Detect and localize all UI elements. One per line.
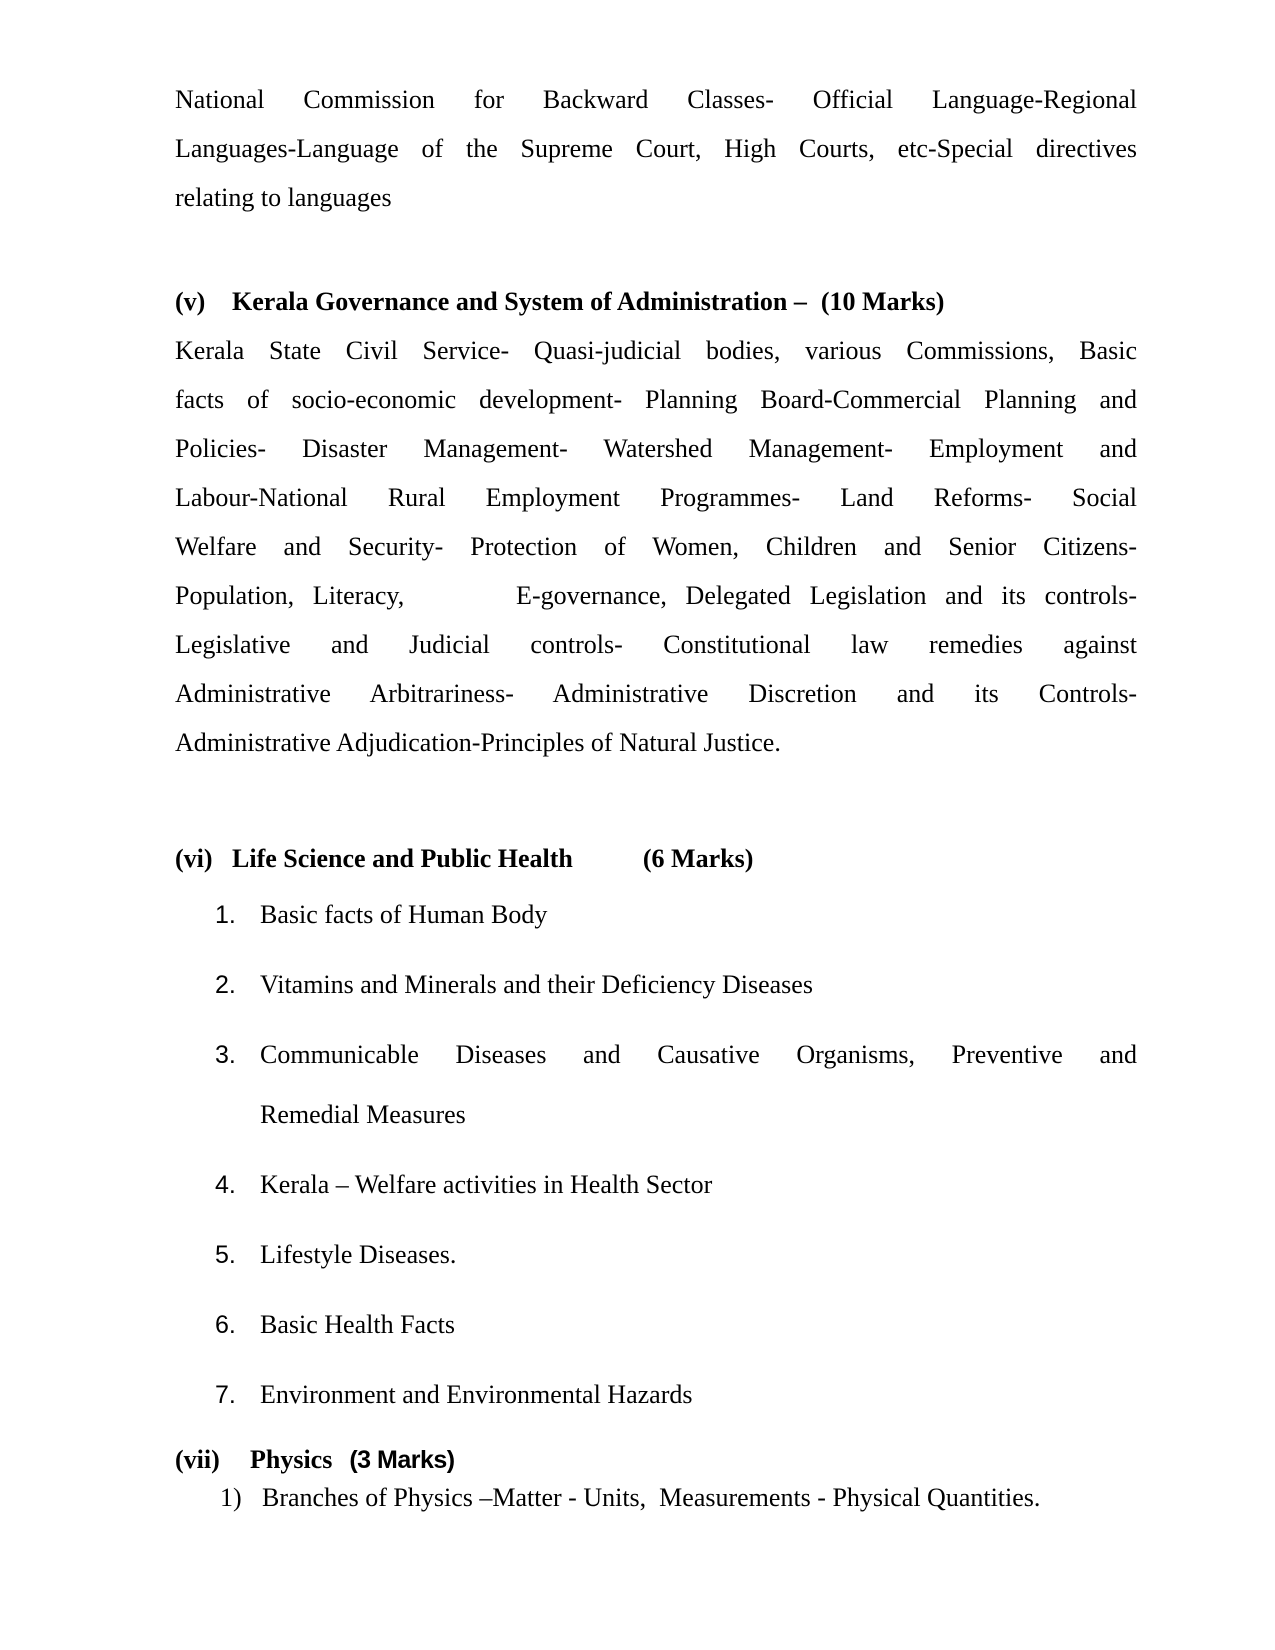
list-item-number: 1) [220, 1483, 242, 1512]
text-line: Basic Health Facts [260, 1310, 455, 1339]
section-vii-title: Physics [250, 1445, 333, 1474]
section-vi-heading [175, 834, 1137, 883]
text-line: Policies- Disaster Management- Watershed Management- Employment and [175, 434, 1137, 463]
list-item-text [262, 1473, 1137, 1522]
section-vi-marks: (6 Marks) [642, 844, 754, 873]
text-line: Branches of Physics –Matter - Units, Measurements - Physical Quantities. [262, 1483, 1041, 1512]
physics-list [175, 1473, 1137, 1522]
text-line: Welfare and Security- Protection of Women, Children and Senior Citizens- [175, 532, 1137, 561]
intro-paragraph [175, 75, 1137, 222]
text-line: Vitamins and Minerals and their Deficiency Diseases [260, 970, 813, 999]
list-item-number: 6. [215, 1311, 236, 1339]
list-item-number: 2. [215, 971, 236, 999]
section-vii-number: (vii) [175, 1445, 220, 1474]
section-v-number: (v) [175, 287, 206, 316]
list-item [175, 1155, 1137, 1215]
section-vii-marks: (3 Marks) [349, 1446, 455, 1474]
list-item [175, 1365, 1137, 1425]
list-item [175, 1225, 1137, 1285]
text-line: Administrative Arbitrariness- Administrative Discretion and its Controls- [175, 679, 1137, 708]
text-line: facts of socio-economic development- Planning Board-Commercial Planning and [175, 385, 1137, 414]
list-item-text [260, 1155, 1137, 1215]
list-item-number: 5. [215, 1241, 236, 1269]
list-item-number: 1. [215, 901, 236, 929]
text-line: Population, Literacy, E-governance, Delegated Legislation and its controls- [175, 581, 1137, 610]
text-line: Communicable Diseases and Causative Organisms, Preventive and [260, 1040, 1137, 1069]
list-item [175, 1295, 1137, 1355]
list-item-text [260, 1225, 1137, 1285]
section-vi-number: (vi) [175, 844, 213, 873]
text-line: Labour-National Rural Employment Programmes- Land Reforms- Social [175, 483, 1137, 512]
section-v-heading [175, 277, 1137, 326]
section-vi-title: Life Science and Public Health [232, 844, 573, 873]
document-body [175, 75, 1137, 1532]
life-science-list [175, 885, 1137, 1425]
text-line: Legislative and Judicial controls- Constitutional law remedies against [175, 630, 1137, 659]
text-line: Basic facts of Human Body [260, 900, 548, 929]
list-item-number: 7. [215, 1381, 236, 1409]
list-item [175, 1473, 1137, 1522]
list-item-text [260, 885, 1137, 945]
list-item [175, 885, 1137, 945]
governance-paragraph [175, 326, 1137, 767]
list-item-text [260, 1025, 1137, 1145]
text-line: Administrative Adjudication-Principles of Natural Justice. [175, 728, 781, 757]
text-line: National Commission for Backward Classes- Official Language-Regional [175, 85, 1137, 114]
text-line: relating to languages [175, 183, 392, 212]
list-item [175, 1025, 1137, 1145]
list-item-number: 4. [215, 1171, 236, 1199]
list-item [175, 955, 1137, 1015]
list-item-text [260, 1365, 1137, 1425]
text-line: Remedial Measures [260, 1100, 466, 1129]
text-line: Kerala State Civil Service- Quasi-judicial bodies, various Commissions, Basic [175, 336, 1137, 365]
text-line: Languages-Language of the Supreme Court, High Courts, etc-Special directives [175, 134, 1137, 163]
text-line: Kerala – Welfare activities in Health Sector [260, 1170, 713, 1199]
text-line: Lifestyle Diseases. [260, 1240, 457, 1269]
text-line: Environment and Environmental Hazards [260, 1380, 693, 1409]
section-v-marks: (10 Marks) [820, 287, 945, 316]
section-v-title: Kerala Governance and System of Administration – [232, 287, 807, 316]
list-item-number: 3. [215, 1041, 236, 1069]
list-item-text [260, 955, 1137, 1015]
list-item-text [260, 1295, 1137, 1355]
